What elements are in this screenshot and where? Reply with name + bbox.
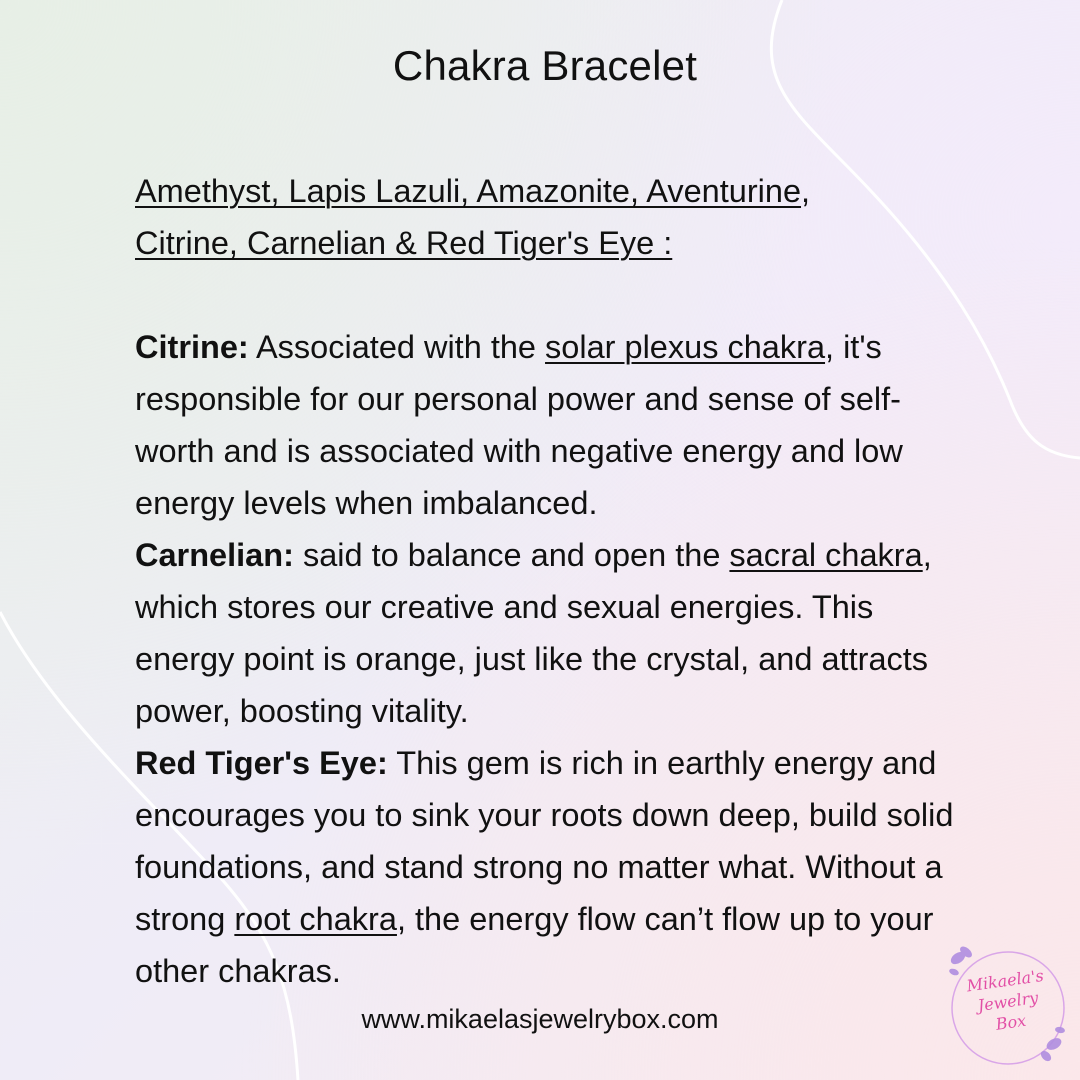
- stones-comma: ,: [801, 173, 811, 209]
- chakra-link[interactable]: sacral chakra: [729, 537, 923, 573]
- section-carnelian: Carnelian: said to balance and open the sacral chakra, which stores our creative and sexual energies. This energy point is orange, just like the crystal, and attracts power, boosting vitality.: [135, 537, 932, 729]
- section-red-tigers-eye: Red Tiger's Eye: This gem is rich in earthly energy and encourages you to sink your roots down deep, build solid foundations, and stand strong no matter what. Without a strong root chakra, the energy flow can’t flow up to your other chakras.: [135, 745, 954, 989]
- section-heading: Citrine:: [135, 329, 249, 365]
- chakra-link[interactable]: solar plexus chakra: [545, 329, 826, 365]
- stones-line-2: Citrine, Carnelian & Red Tiger's Eye :: [135, 225, 673, 261]
- description-block: [135, 165, 965, 997]
- section-heading: Carnelian:: [135, 537, 294, 573]
- section-citrine: Citrine: Associated with the solar plexus chakra, it's responsible for our personal power and sense of self-worth and is associated with negative energy and low energy levels when imbalanced.: [135, 329, 903, 521]
- website-url[interactable]: www.mikaelasjewelrybox.com: [361, 1004, 719, 1034]
- page-title: Chakra Bracelet: [392, 42, 698, 89]
- section-heading: Red Tiger's Eye:: [135, 745, 388, 781]
- stones-list: [135, 165, 965, 269]
- logo-text: Mikaela's Jewelry Box: [965, 965, 1045, 1034]
- stones-line-1: Amethyst, Lapis Lazuli, Amazonite, Aventurine: [135, 173, 802, 209]
- chakra-link[interactable]: root chakra: [234, 901, 397, 937]
